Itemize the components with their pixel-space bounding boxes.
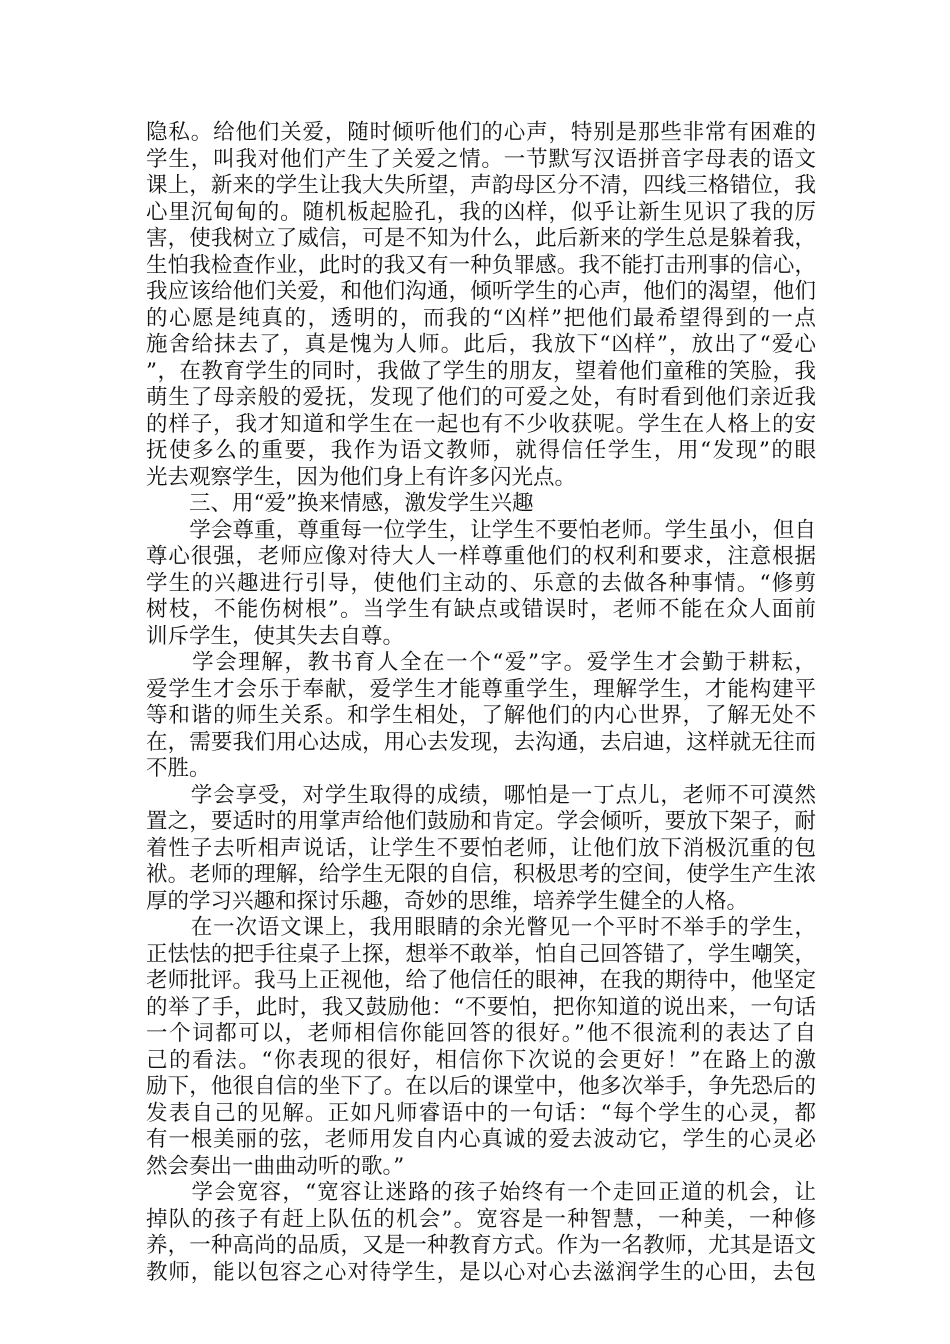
text-line: 在一次语文课上，我用眼睛的余光瞥见一个平时不举手的学生， — [146, 915, 816, 940]
text-line: 学会享受，对学生取得的成绩，哪怕是一丁点儿，老师不可漠然 — [146, 782, 816, 808]
text-line: 掉队的孩子有赶上队伍的机会”。宽容是一种智慧，一种美，一种修 — [146, 1206, 816, 1232]
text-line: 我应该给他们关爱，和他们沟通，倾听学生的心声，他们的渴望，他们 — [146, 279, 816, 304]
text-line: 等和谐的师生关系。和学生相处，了解他们的内心世界，了解无处不 — [146, 703, 816, 728]
text-line: 学会宽容，“宽容让迷路的孩子始终有一个走回正道的机会，让 — [146, 1180, 816, 1205]
text-line: 有一根美丽的弦，老师用发自内心真诚的爱去波动它，学生的心灵必 — [146, 1127, 816, 1152]
text-line: 学生的兴趣进行引导，使他们主动的、乐意的去做各种事情。“修剪 — [146, 570, 816, 596]
text-line: 树枝，不能伤树根”。当学生有缺点或错误时，老师不能在众人面前 — [146, 597, 816, 622]
text-line: 的举了手，此时，我又鼓励他：“不要怕，把你知道的说出来，一句话 — [146, 994, 816, 1020]
text-line: 老师批评。我马上正视他，给了他信任的眼神，在我的期待中，他坚定 — [146, 968, 816, 993]
body-text — [146, 120, 816, 1286]
text-line: 的心愿是纯真的，透明的，而我的“凶样”把他们最希望得到的一点 — [146, 305, 816, 331]
text-line: 萌生了母亲般的爱抚，发现了他们的可爱之处，有时看到他们亲近我 — [146, 385, 816, 410]
text-line: 置之，要适时的用掌声给他们鼓励和肯定。学会倾听，要放下架子，耐 — [146, 809, 816, 834]
text-line: 学会尊重，尊重每一位学生，让学生不要怕老师。学生虽小，但自 — [146, 517, 816, 543]
text-line: 然会奏出一曲曲动听的歌。” — [146, 1153, 405, 1179]
text-line: 正怯怯的把手往桌子上探，想举不敢举，怕自己回答错了，学生嘲笑， — [146, 941, 816, 967]
text-line: 生怕我检查作业，此时的我又有一种负罪感。我不能打击刑事的信心， — [146, 252, 816, 278]
text-line: 厚的学习兴趣和探讨乐趣，奇妙的思维，培养学生健全的人格。 — [146, 888, 749, 914]
text-line: 心里沉甸甸的。随机板起脸孔，我的凶样，似乎让新生见识了我的厉 — [146, 199, 816, 225]
text-line: 三、用“爱”换来情感，激发学生兴趣 — [146, 491, 534, 516]
text-line: 教师，能以包容之心对待学生，是以心对心去滋润学生的心田，去包 — [146, 1259, 816, 1285]
text-line: 着性子去听相声说话，让学生不要怕老师，让他们放下消极沉重的包 — [146, 835, 816, 861]
text-line: 励下，他很自信的坐下了。在以后的课堂中，他多次举手，争先恐后的 — [146, 1074, 816, 1099]
text-line: 不胜。 — [146, 756, 211, 781]
text-line: 的样子，我才知道和学生在一起也有不少收获呢。学生在人格上的安 — [146, 411, 816, 437]
text-line: 害，使我树立了威信，可是不知为什么，此后新来的学生总是躲着我， — [146, 226, 816, 251]
text-line: 学生，叫我对他们产生了关爱之情。一节默写汉语拼音字母表的语文 — [146, 146, 816, 172]
text-line: 在，需要我们用心达成，用心去发现，去沟通，去启迪，这样就无往而 — [146, 729, 816, 755]
text-line: 学会理解，教书育人全在一个“爱”字。爱学生才会勤于耕耘， — [146, 650, 816, 675]
text-line: 抚使多么的重要，我作为语文教师，就得信任学生，用“发现”的眼 — [146, 438, 816, 463]
text-line: 己的看法。“你表现的很好，相信你下次说的会更好！”在路上的激 — [146, 1047, 816, 1073]
text-line: 发表自己的见解。正如凡师睿语中的一句话：“每个学生的心灵，都 — [146, 1100, 816, 1126]
text-line: 施舍给抹去了，真是愧为人师。此后，我放下“凶样”，放出了“爱心 — [146, 332, 816, 357]
text-line: ”，在教育学生的同时，我做了学生的朋友，望着他们童稚的笑脸，我 — [146, 358, 816, 384]
text-line: 训斥学生，使其失去自尊。 — [146, 623, 405, 649]
text-line: 一个词都可以，老师相信你能回答的很好。”他不很流利的表达了自 — [146, 1021, 816, 1046]
text-line: 袱。老师的理解，给学生无限的自信，积极思考的空间，使学生产生浓 — [146, 862, 816, 887]
text-line: 课上，新来的学生让我大失所望，声韵母区分不清，四线三格错位，我 — [146, 173, 816, 198]
text-line: 爱学生才会乐于奉献，爱学生才能尊重学生，理解学生，才能构建平 — [146, 676, 816, 702]
text-line: 隐私。给他们关爱，随时倾听他们的心声，特别是那些非常有困难的 — [146, 120, 816, 145]
text-line: 尊心很强，老师应像对待大人一样尊重他们的权利和要求，注意根据 — [146, 544, 816, 569]
text-line: 光去观察学生，因为他们身上有许多闪光点。 — [146, 464, 577, 490]
text-line: 养，一种高尚的品质，又是一种教育方式。作为一名教师，尤其是语文 — [146, 1233, 816, 1258]
